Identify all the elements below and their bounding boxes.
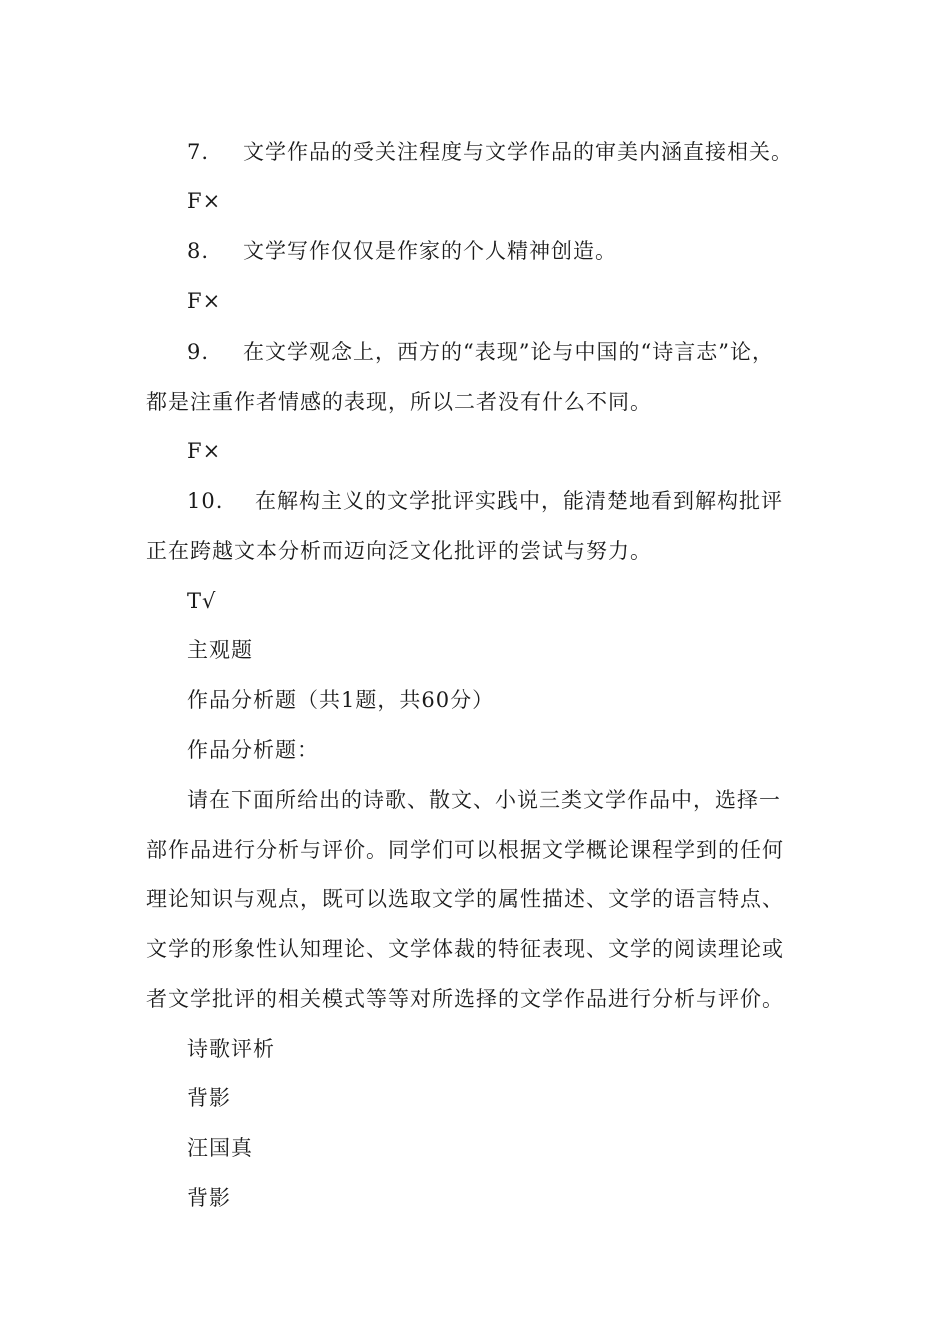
section-heading: 主观题 [187,638,253,662]
instructions-line: 部作品进行分析与评价。同学们可以根据文学概论课程学到的任何 [146,838,784,862]
poem-category: 诗歌评析 [187,1037,275,1061]
poem-title: 背影 [187,1086,231,1110]
question-text: 文学作品的受关注程度与文学作品的审美内涵直接相关。 [243,140,793,164]
answer-9: F× [187,439,222,463]
question-9 [187,338,774,366]
question-text: 在文学观念上，西方的“表现”论与中国的“诗言志”论， [243,340,774,364]
question-8 [187,237,617,265]
question-number: 7. [187,140,210,164]
instructions-line: 理论知识与观点，既可以选取文学的属性描述、文学的语言特点、 [146,887,784,911]
poem-author: 汪国真 [187,1136,253,1160]
instructions-line: 者文学批评的相关模式等等对所选择的文学作品进行分析与评价。 [146,987,784,1011]
instructions-line: 请在下面所给出的诗歌、散文、小说三类文学作品中，选择一 [187,788,781,812]
question-10-continued: 正在跨越文本分析而迈向泛文化批评的尝试与努力。 [146,539,652,563]
question-9-continued: 都是注重作者情感的表现，所以二者没有什么不同。 [146,390,652,414]
section-subheading: 作品分析题（共1题，共60分） [187,688,495,712]
question-text: 在解构主义的文学批评实践中，能清楚地看到解构批评 [255,489,783,513]
question-text: 文学写作仅仅是作家的个人精神创造。 [243,239,617,263]
answer-7: F× [187,189,222,213]
instructions-line: 文学的形象性认知理论、文学体裁的特征表现、文学的阅读理论或 [146,937,784,961]
question-7 [187,138,793,166]
answer-8: F× [187,289,222,313]
answer-10: T√ [187,589,217,613]
question-number: 10. [187,489,224,513]
question-number: 9. [187,340,210,364]
poem-first-line: 背影 [187,1186,231,1210]
section-label: 作品分析题： [187,738,319,762]
question-number: 8. [187,239,210,263]
question-10 [187,487,783,515]
